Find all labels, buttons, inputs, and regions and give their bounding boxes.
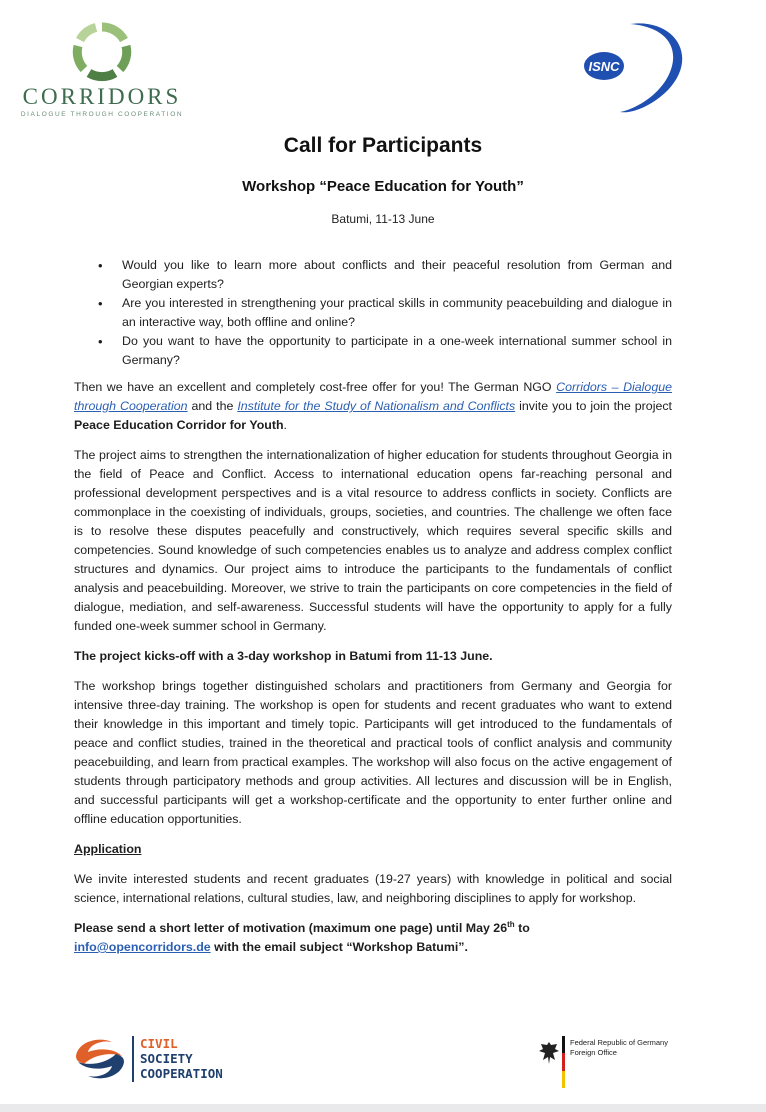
isnc-logo bbox=[582, 18, 692, 118]
workshop-subtitle: Workshop “Peace Education for Youth” bbox=[242, 178, 524, 195]
location-date: Batumi, 11-13 June bbox=[331, 212, 435, 226]
intro-text: . bbox=[283, 418, 287, 432]
instruction-text: with the email subject “Workshop Batumi”. bbox=[210, 940, 468, 954]
gov-line: Federal Republic of Germany bbox=[570, 1038, 668, 1047]
question-list bbox=[74, 256, 672, 370]
email-link[interactable]: info@opencorridors.de bbox=[74, 940, 211, 954]
instruction-text: Please send a short letter of motivation (maximum one page) until May 26 bbox=[74, 921, 508, 935]
list-item: • Do you want to have the opportunity to participate in a one-week international summer school in Germany? bbox=[74, 332, 672, 370]
eagle-icon bbox=[538, 1040, 560, 1066]
page-title: Call for Participants bbox=[283, 134, 483, 157]
foreign-office-logo bbox=[538, 1036, 688, 1090]
logo-divider bbox=[132, 1036, 134, 1082]
list-item: • Would you like to learn more about conflicts and their peaceful resolution from German and Georgian experts? bbox=[74, 256, 672, 294]
corridors-tagline: DIALOGUE THROUGH COOPERATION bbox=[20, 111, 184, 118]
csc-swirl-icon bbox=[72, 1034, 128, 1084]
german-flag-icon bbox=[562, 1036, 565, 1088]
civil-society-cooperation-logo bbox=[72, 1034, 252, 1088]
workshop-paragraph: The workshop brings together distinguished scholars and practitioners from Germany and Georgia for intensive three-day training. The workshop is open for students and recent graduates who want to extend their knowledge in this important and timely topic. Participants will get introduced to the fundamentals of peace and conflict studies, trained in the theoretical and practical tools of conflict analysis and community peacebuilding, and learn from practical examples. The workshop will also focus on the active engagement of students through participatory methods and group activities. All lectures and discussion will be in English, and successful participants will get a workshop-certificate and the opportunity to enter further online and offline education opportunities. bbox=[74, 679, 672, 826]
intro-paragraph bbox=[74, 378, 672, 435]
submission-instructions bbox=[74, 919, 672, 957]
ordinal-suffix: th bbox=[507, 919, 515, 929]
corridors-wordmark: CORRIDORS bbox=[22, 84, 182, 109]
csc-line: CIVIL bbox=[140, 1036, 178, 1051]
isnc-link[interactable]: Institute for the Study of Nationalism and Conflicts bbox=[237, 399, 516, 413]
corridors-logo bbox=[12, 22, 192, 118]
foreign-office-text bbox=[570, 1038, 668, 1058]
isnc-swoosh-icon bbox=[582, 18, 692, 118]
corridors-ring-icon bbox=[72, 22, 132, 82]
corridors-link[interactable]: Corridors – Dialogue through Cooperation bbox=[74, 380, 672, 413]
gov-line: Foreign Office bbox=[570, 1048, 617, 1057]
project-paragraph: The project aims to strengthen the internationalization of higher education for students throughout Georgia in the field of Peace and Conflict. Access to international education opens far-reaching personal and professional development perspectives and is a vital resource to address conflicts in society. Conflicts are commonplace in the coexisting of individuals, groups, societies, and countries. The challenge we often face is to resolve these disputes peacefully and constructively, which requires several specific skills and competencies. Sound knowledge of such competencies enables us to analyze and address complex conflict structures and dynamics. Our project aims to introduce the participants to the fundamentals of conflict analysis and peacebuilding. Moreover, we strive to train the participants on core competencies in the field of dialogue, mediation, and self-awareness. Successful students will have the opportunity to apply for a fully funded one-week summer school in Germany. bbox=[74, 448, 672, 633]
page-bottom-edge bbox=[0, 1104, 766, 1112]
csc-line: COOPERATION bbox=[140, 1066, 223, 1081]
project-name: Peace Education Corridor for Youth bbox=[74, 418, 284, 432]
csc-line: SOCIETY bbox=[140, 1051, 193, 1066]
isnc-logo-text: ISNC bbox=[588, 59, 620, 74]
kickoff-statement: The project kicks-off with a 3-day workshop in Batumi from 11-13 June. bbox=[74, 649, 493, 663]
instruction-text: to bbox=[514, 921, 530, 935]
list-item: • Are you interested in strengthening your practical skills in community peacebuilding and dialogue in an interactive way, both offline and online? bbox=[74, 294, 672, 332]
intro-text: Then we have an excellent and completely cost-free offer for you! The German NGO bbox=[74, 380, 557, 394]
application-heading: Application bbox=[74, 842, 142, 856]
intro-text: and the bbox=[187, 399, 238, 413]
csc-wordmark bbox=[140, 1036, 223, 1081]
document-body bbox=[74, 256, 672, 968]
intro-text: invite you to join the project bbox=[515, 399, 672, 413]
application-paragraph: We invite interested students and recent graduates (19-27 years) with knowledge in political and social science, international relations, cultural studies, law, and neighboring disciplines to apply for workshop. bbox=[74, 872, 672, 905]
